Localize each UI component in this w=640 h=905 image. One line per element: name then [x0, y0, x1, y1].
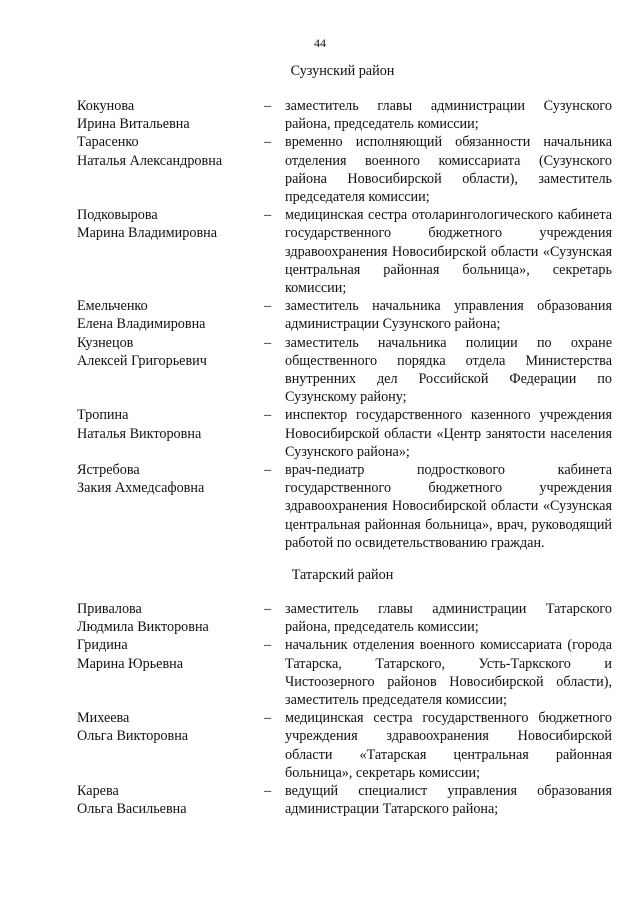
member-surname: Тропина	[77, 407, 129, 424]
page-number: 44	[314, 36, 326, 50]
list-item	[77, 709, 612, 782]
dash-separator: –	[264, 98, 272, 114]
list-item	[77, 133, 612, 206]
member-surname: Тарасенко	[77, 134, 139, 151]
member-name	[77, 406, 264, 461]
member-given-name: Закия Ахмедсафовна	[77, 480, 205, 497]
member-surname: Михеева	[77, 710, 130, 727]
member-list-suzun	[77, 97, 612, 552]
member-role: временно исполняющий обязанности начальника отделения военного комиссариата (Сузунского района Новосибирской области), заместитель председателя комиссии;	[285, 134, 612, 206]
member-role: врач-педиатр подросткового кабинета государственного бюджетного учреждения здравоохранения Новосибирской области «Сузунская центральная районная больница», врач, руководящий работой по освидетельствованию граждан.	[285, 462, 612, 551]
member-role: медицинская сестра отоларингологического кабинета государственного бюджетного учреждения здравоохранения Новосибирской области «Сузунская центральная районная больница», секретарь комиссии;	[285, 207, 612, 297]
member-given-name: Ольга Васильевна	[77, 801, 187, 818]
dash-separator: –	[264, 710, 272, 727]
member-surname: Карева	[77, 783, 119, 800]
dash-separator: –	[264, 601, 272, 617]
member-given-name: Алексей Григорьевич	[77, 352, 207, 369]
member-given-name: Ольга Викторовна	[77, 728, 189, 745]
member-name	[77, 97, 264, 133]
section-title-tatarsk: Татарский район	[291, 567, 394, 583]
member-role: заместитель начальника полиции по охране общественного порядка отдела Министерства внутренних дел Российской Федерации по Сузунскому району;	[285, 334, 612, 406]
list-item	[77, 636, 612, 709]
member-role: заместитель главы администрации Татарского района, председатель комиссии;	[285, 601, 612, 636]
section-title-suzun: Сузунский район	[290, 63, 395, 79]
member-given-name: Людмила Викторовна	[77, 619, 209, 636]
dash-separator: –	[264, 637, 272, 654]
member-name	[77, 709, 264, 782]
dash-separator: –	[264, 783, 272, 800]
dash-separator: –	[264, 298, 272, 315]
list-item	[77, 206, 612, 297]
dash-separator: –	[264, 462, 272, 479]
member-given-name: Наталья Викторовна	[77, 425, 202, 442]
member-name	[77, 461, 264, 552]
list-item	[77, 297, 612, 333]
member-surname: Подковырова	[77, 207, 158, 224]
list-item	[77, 334, 612, 407]
member-name	[77, 133, 264, 206]
member-given-name: Наталья Александровна	[77, 152, 223, 169]
member-role: начальник отделения военного комиссариата (города Татарска, Татарского, Усть-Таркского и Чистоозерного районов Новосибирской области), заместитель председателя комиссии;	[285, 637, 612, 709]
member-name	[77, 206, 264, 297]
dash-separator: –	[264, 207, 272, 224]
list-item	[77, 461, 612, 552]
member-role: инспектор государственного казенного учреждения Новосибирской области «Центр занятости населения Сузунского района»;	[285, 407, 612, 460]
member-name	[77, 297, 264, 333]
member-surname: Привалова	[77, 601, 142, 617]
dash-separator: –	[264, 134, 272, 151]
member-given-name: Марина Владимировна	[77, 225, 218, 242]
list-item	[77, 782, 612, 818]
member-given-name: Ирина Витальевна	[77, 116, 190, 133]
member-role: ведущий специалист управления образования администрации Татарского района;	[285, 783, 612, 818]
member-role: медицинская сестра государственного бюджетного учреждения здравоохранения Новосибирской области «Татарская центральная районная больница», секретарь комиссии;	[285, 710, 612, 781]
member-role: заместитель начальника управления образования администрации Сузунского района;	[285, 298, 612, 333]
member-name	[77, 782, 264, 818]
member-role: заместитель главы администрации Сузунского района, председатель комиссии;	[285, 98, 612, 133]
member-surname: Емельченко	[77, 298, 148, 315]
list-item	[77, 600, 612, 636]
dash-separator: –	[264, 407, 272, 424]
member-surname: Кузнецов	[77, 334, 134, 351]
member-given-name: Елена Владимировна	[77, 316, 206, 333]
list-item	[77, 406, 612, 461]
list-item	[77, 97, 612, 133]
member-list-tatarsk	[77, 600, 612, 818]
member-surname: Кокунова	[77, 98, 135, 114]
member-name	[77, 636, 264, 709]
member-name	[77, 600, 264, 636]
member-name	[77, 334, 264, 407]
member-surname: Гридина	[77, 637, 128, 654]
member-given-name: Марина Юрьевна	[77, 655, 184, 672]
member-surname: Ястребова	[77, 462, 140, 479]
dash-separator: –	[264, 334, 272, 351]
